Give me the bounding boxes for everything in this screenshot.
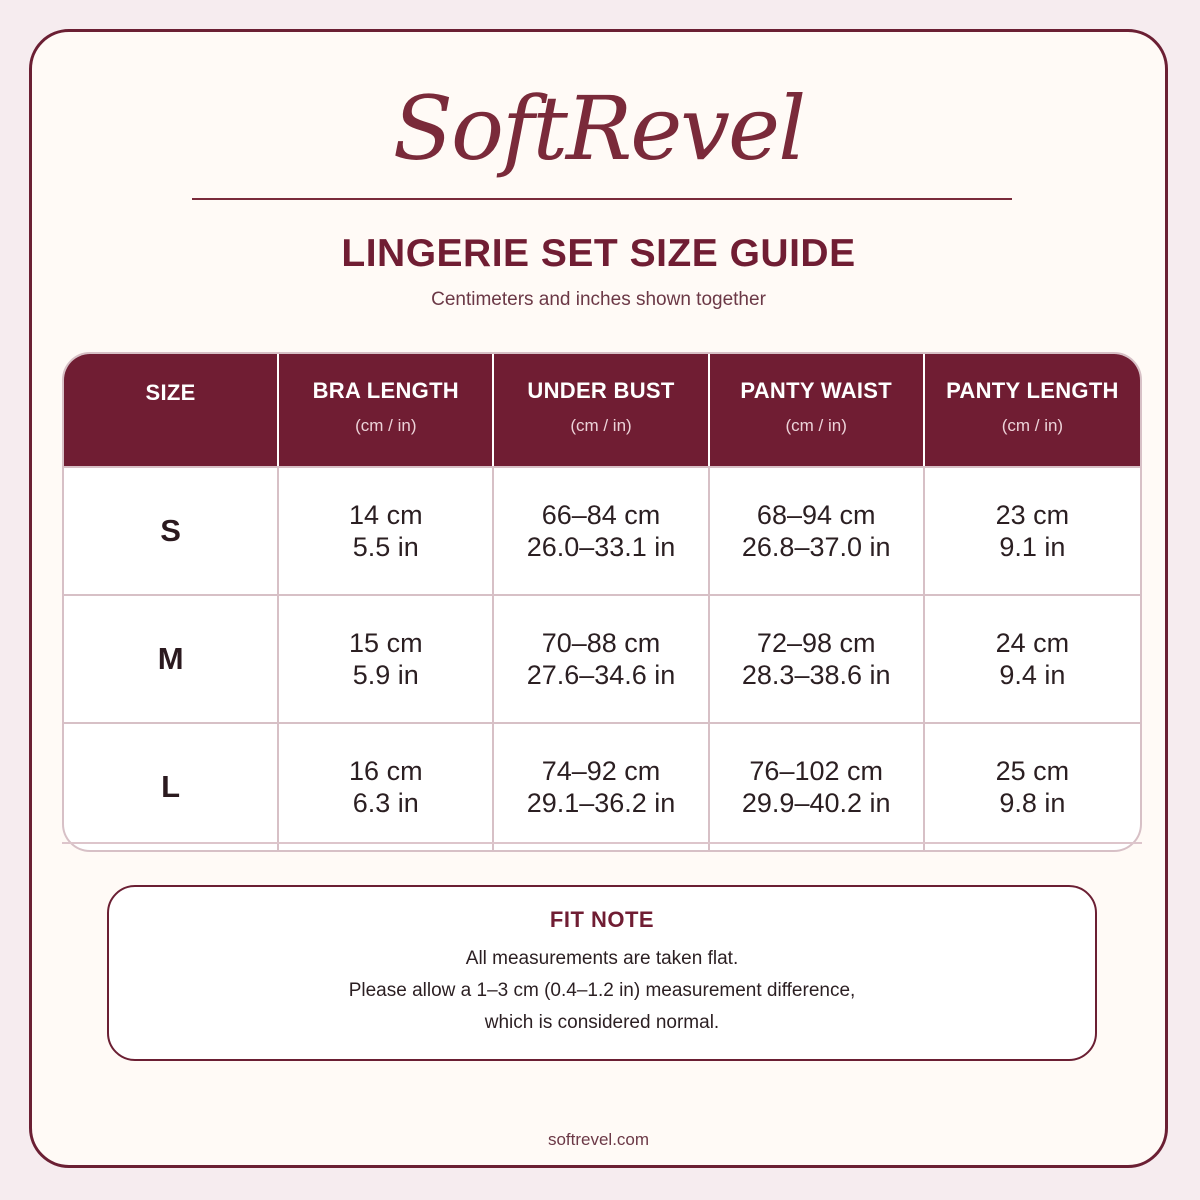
column-header-panty-length [925,354,1140,466]
fit-note-line: All measurements are taken flat. [465,948,739,969]
footer-website: softrevel.com [547,1130,650,1149]
fit-note-line: which is considered normal. [484,1012,720,1033]
size-cell: S [64,468,279,594]
column-label: PANTY LENGTH [946,378,1119,403]
table-row-m [64,594,1140,722]
size-cell: M [64,596,279,722]
panty-length-cell [925,468,1140,594]
bra-length-cell [279,468,494,594]
table-row-s [64,466,1140,594]
value-in: 26.0–33.1 in [526,532,676,562]
value-in: 9.4 in [999,660,1066,690]
panty-waist-cell [710,724,925,850]
value-cm: 15 cm [349,628,423,658]
value-cm: 68–94 cm [756,500,876,530]
under-bust-cell [494,724,709,850]
value-cm: 76–102 cm [749,756,883,786]
column-header-bra-length [279,354,494,466]
bra-length-cell [279,724,494,850]
value-in: 29.9–40.2 in [741,788,891,818]
value-cm: 14 cm [349,500,423,530]
value-cm: 25 cm [995,756,1070,786]
column-unit: (cm / in) [355,416,417,435]
fit-note-line: Please allow a 1–3 cm (0.4–1.2 in) measurement difference, [348,980,856,1001]
size-table [62,352,1142,852]
column-unit: (cm / in) [570,416,632,435]
table-header [64,354,1140,466]
value-in: 9.1 in [999,532,1066,562]
brand-logo: SoftRevel [392,77,805,180]
column-header-size [64,354,279,466]
header-divider [192,198,1012,200]
fit-note-box [107,885,1097,1061]
value-in: 27.6–34.6 in [526,660,676,690]
column-unit: (cm / in) [1001,416,1064,435]
size-cell: L [64,724,279,850]
value-in: 6.3 in [352,788,419,818]
under-bust-cell [494,596,709,722]
fit-note-title: FIT NOTE [549,907,655,932]
column-label: UNDER BUST [527,378,675,403]
value-cm: 66–84 cm [541,500,661,530]
value-cm: 70–88 cm [541,628,661,658]
size-guide-card [29,29,1168,1168]
section-divider [62,842,1142,844]
panty-length-cell [925,724,1140,850]
page-subtitle: Centimeters and inches shown together [431,289,766,310]
column-label: SIZE [145,380,196,405]
value-in: 28.3–38.6 in [741,660,891,690]
panty-waist-cell [710,468,925,594]
column-header-under-bust [494,354,709,466]
value-cm: 23 cm [995,500,1070,530]
column-unit: (cm / in) [785,416,847,435]
under-bust-cell [494,468,709,594]
column-label: PANTY WAIST [740,378,893,403]
value-cm: 74–92 cm [541,756,661,786]
table-row-l [64,722,1140,850]
value-in: 26.8–37.0 in [741,532,891,562]
value-in: 9.8 in [999,788,1066,818]
column-header-panty-waist [710,354,925,466]
fit-note-body [109,943,1095,1039]
panty-length-cell [925,596,1140,722]
value-in: 5.5 in [352,532,419,562]
value-cm: 16 cm [349,756,423,786]
value-cm: 24 cm [995,628,1070,658]
panty-waist-cell [710,596,925,722]
value-cm: 72–98 cm [756,628,876,658]
value-in: 5.9 in [352,660,419,690]
column-label: BRA LENGTH [312,378,459,403]
bra-length-cell [279,596,494,722]
value-in: 29.1–36.2 in [526,788,676,818]
page-title: LINGERIE SET SIZE GUIDE [341,232,856,275]
